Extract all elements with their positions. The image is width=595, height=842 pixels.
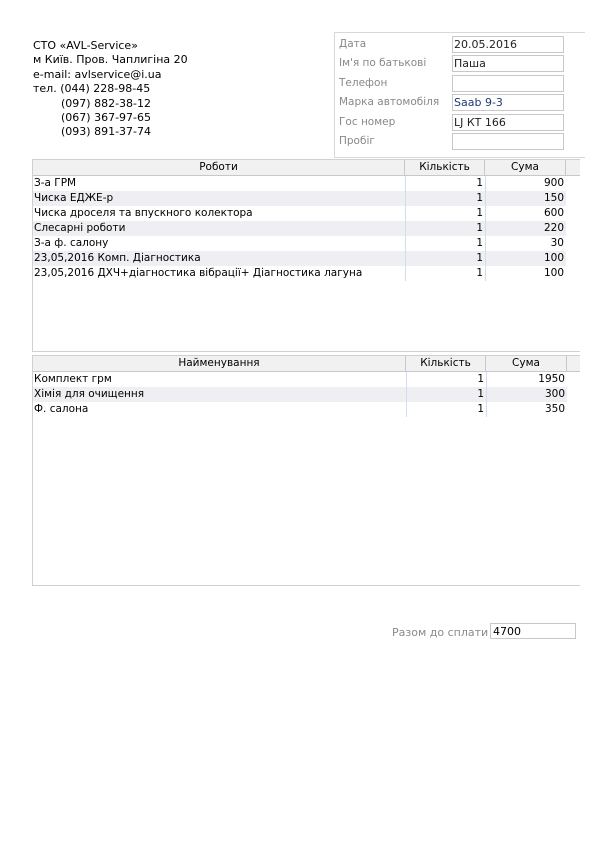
- cell-name: 23,05,2016 Комп. Діагностика: [34, 252, 201, 264]
- mileage-row: [335, 132, 585, 151]
- cell-qty: 1: [406, 387, 486, 402]
- parts-table: [32, 355, 580, 586]
- cell-qty: 1: [406, 372, 486, 387]
- cell-qty: 1: [406, 402, 486, 417]
- table-row[interactable]: [33, 176, 566, 191]
- total-field[interactable]: 4700: [490, 623, 576, 639]
- company-phone-line: [33, 82, 188, 96]
- table-row[interactable]: [33, 402, 567, 417]
- mileage-field[interactable]: [452, 133, 564, 150]
- company-address: м Київ. Пров. Чаплигіна 20: [33, 53, 188, 67]
- company-name: СТО «AVL-Service»: [33, 39, 138, 52]
- cell-sum: 220: [485, 221, 566, 236]
- works-col-qty[interactable]: Кількість: [405, 160, 485, 175]
- company-phone: (044) 228-98-45: [60, 82, 151, 96]
- cell-name: Ф. салона: [34, 403, 89, 415]
- phone-row: [335, 74, 585, 93]
- date-label: Дата: [339, 38, 367, 50]
- table-row[interactable]: [33, 266, 566, 281]
- company-phone: (067) 367-97-65: [61, 111, 152, 125]
- cell-sum: 150: [485, 191, 566, 206]
- plate-row: [335, 113, 585, 132]
- car-label: Марка автомобіля: [339, 96, 440, 108]
- phone-field[interactable]: [452, 75, 564, 92]
- date-row: [335, 35, 585, 54]
- company-phone: (093) 891-37-74: [61, 125, 152, 139]
- table-row[interactable]: [33, 251, 566, 266]
- cell-name: 23,05,2016 ДХЧ+діагностика вібрації+ Діагностика лагуна: [34, 267, 363, 279]
- car-row: [335, 93, 585, 112]
- phone-label: тел.: [33, 82, 57, 96]
- cell-name: Комплект грм: [34, 373, 112, 385]
- cell-sum: 100: [485, 266, 566, 281]
- table-row[interactable]: [33, 221, 566, 236]
- company-info: [33, 39, 188, 140]
- works-col-name[interactable]: Роботи: [33, 160, 405, 175]
- cell-sum: 300: [486, 387, 567, 402]
- cell-sum: 600: [485, 206, 566, 221]
- table-row[interactable]: [33, 206, 566, 221]
- cell-qty: 1: [405, 251, 485, 266]
- cell-sum: 900: [485, 176, 566, 191]
- company-phone: (097) 882-38-12: [61, 96, 152, 110]
- name-label: Ім'я по батькові: [339, 57, 427, 69]
- works-table: [32, 159, 580, 352]
- cell-sum: 100: [485, 251, 566, 266]
- plate-label: Гос номер: [339, 116, 396, 128]
- phone-label: Телефон: [339, 77, 388, 89]
- works-col-sum[interactable]: Сума: [485, 160, 566, 175]
- cell-sum: 30: [485, 236, 566, 251]
- table-row[interactable]: [33, 191, 566, 206]
- car-field[interactable]: Saab 9-3: [452, 94, 564, 111]
- total-label: Разом до сплати: [392, 626, 489, 639]
- cell-sum: 350: [486, 402, 567, 417]
- cell-qty: 1: [405, 266, 485, 281]
- table-row[interactable]: [33, 387, 567, 402]
- client-info-panel: [334, 32, 585, 158]
- cell-qty: 1: [405, 236, 485, 251]
- name-row: [335, 54, 585, 73]
- cell-name: Хімія для очищення: [34, 388, 145, 400]
- cell-sum: 1950: [486, 372, 567, 387]
- parts-col-sum[interactable]: Сума: [486, 356, 567, 371]
- mileage-label: Пробіг: [339, 135, 375, 147]
- name-field[interactable]: Паша: [452, 55, 564, 72]
- cell-name: Слесарні роботи: [34, 222, 126, 234]
- cell-name: Чиска ЕДЖЕ-р: [34, 192, 114, 204]
- cell-name: З-а ф. салону: [34, 237, 109, 249]
- cell-qty: 1: [405, 176, 485, 191]
- cell-name: З-а ГРМ: [34, 177, 77, 189]
- parts-col-qty[interactable]: Кількість: [406, 356, 486, 371]
- cell-name: Чиска дроселя та впускного колектора: [34, 207, 253, 219]
- company-email: e-mail: avlservice@i.ua: [33, 67, 162, 81]
- cell-qty: 1: [405, 206, 485, 221]
- cell-qty: 1: [405, 191, 485, 206]
- parts-col-name[interactable]: Найменування: [33, 356, 406, 371]
- parts-table-header: [33, 356, 580, 372]
- works-table-header: [33, 160, 580, 176]
- table-row[interactable]: [33, 236, 566, 251]
- table-row[interactable]: [33, 372, 567, 387]
- date-field[interactable]: 20.05.2016: [452, 36, 564, 53]
- cell-qty: 1: [405, 221, 485, 236]
- plate-field[interactable]: LJ КТ 166: [452, 114, 564, 131]
